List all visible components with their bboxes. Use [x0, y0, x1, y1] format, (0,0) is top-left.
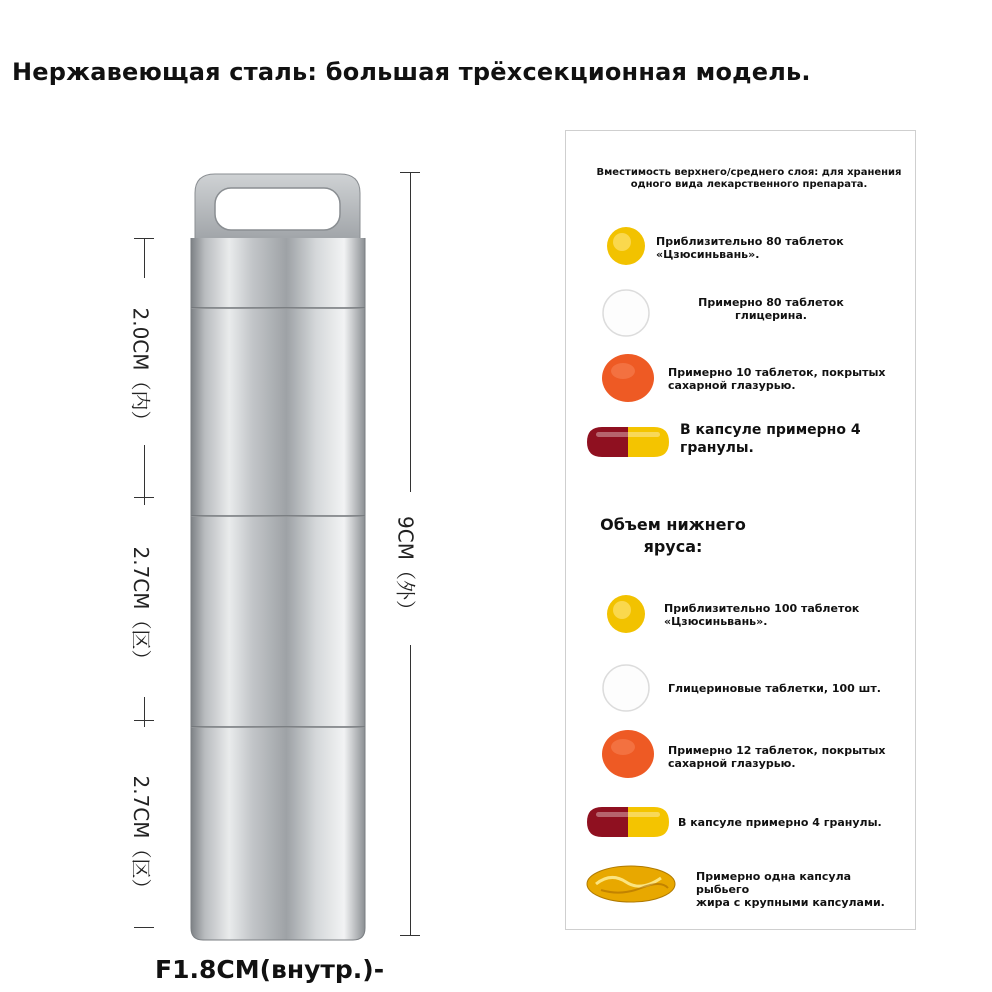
upper-item-3-text: Примерно 10 таблеток, покрытых сахарной глазурью. — [668, 366, 886, 392]
capsule-icon — [586, 806, 670, 838]
lower-item-2-text: Глицериновые таблетки, 100 шт. — [668, 682, 881, 695]
lower-item-3-text: Примерно 12 таблеток, покрытых сахарной глазурью. — [668, 744, 886, 770]
inner-diameter-label: F1.8CM(внутр.)- — [155, 955, 385, 984]
dim-line-left-2 — [144, 445, 145, 505]
upper-capacity-heading: Вместимость верхнего/среднего слоя: для хранения одного вида лекарственного препарата. — [596, 167, 902, 190]
dim-total-height: 9CM（外） — [393, 516, 418, 620]
dim-line-left-1 — [144, 238, 145, 278]
dim-line-right-1 — [410, 172, 411, 492]
lower-item-5-text: Примерно одна капсула рыбьего жира с крупными капсулами. — [696, 870, 885, 909]
orange-tablet-icon — [601, 353, 656, 403]
dim-line-left-3 — [144, 697, 145, 727]
dim-cap-right-bottom — [400, 935, 420, 936]
capsule-icon — [586, 426, 670, 458]
dim-line-right-2 — [410, 645, 411, 935]
dim-middle-section: 2.7CM（区） — [129, 546, 153, 670]
dim-cap-bottom — [134, 927, 154, 928]
dim-cap-mid1 — [134, 497, 154, 498]
upper-item-2-text: Примерно 80 таблеток глицерина. — [698, 296, 844, 322]
orange-tablet-icon — [601, 729, 656, 779]
dim-bottom-section: 2.7CM（区） — [129, 775, 153, 899]
upper-item-1-text: Приблизительно 80 таблеток «Цзюсиньвань». — [656, 235, 844, 261]
white-tablet-icon — [601, 288, 651, 338]
lower-capacity-heading: Объем нижнего яруса: — [600, 515, 746, 556]
lower-item-4-text: В капсуле примерно 4 гранулы. — [678, 816, 882, 829]
lower-item-1-text: Приблизительно 100 таблеток «Цзюсиньвань». — [664, 602, 860, 628]
yellow-tablet-icon — [606, 226, 646, 266]
white-tablet-icon — [601, 663, 651, 713]
pill-container-image — [185, 168, 371, 943]
page-title: Нержавеющая сталь: большая трёхсекционная модель. — [12, 58, 811, 86]
fish-oil-capsule-icon — [586, 864, 676, 904]
capacity-panel — [565, 130, 916, 930]
dim-cap-mid2 — [134, 720, 154, 721]
upper-item-4-text: В капсуле примерно 4 гранулы. — [680, 422, 861, 456]
dim-top-section: 2.0CM（内） — [128, 307, 153, 431]
yellow-tablet-icon — [606, 594, 646, 634]
